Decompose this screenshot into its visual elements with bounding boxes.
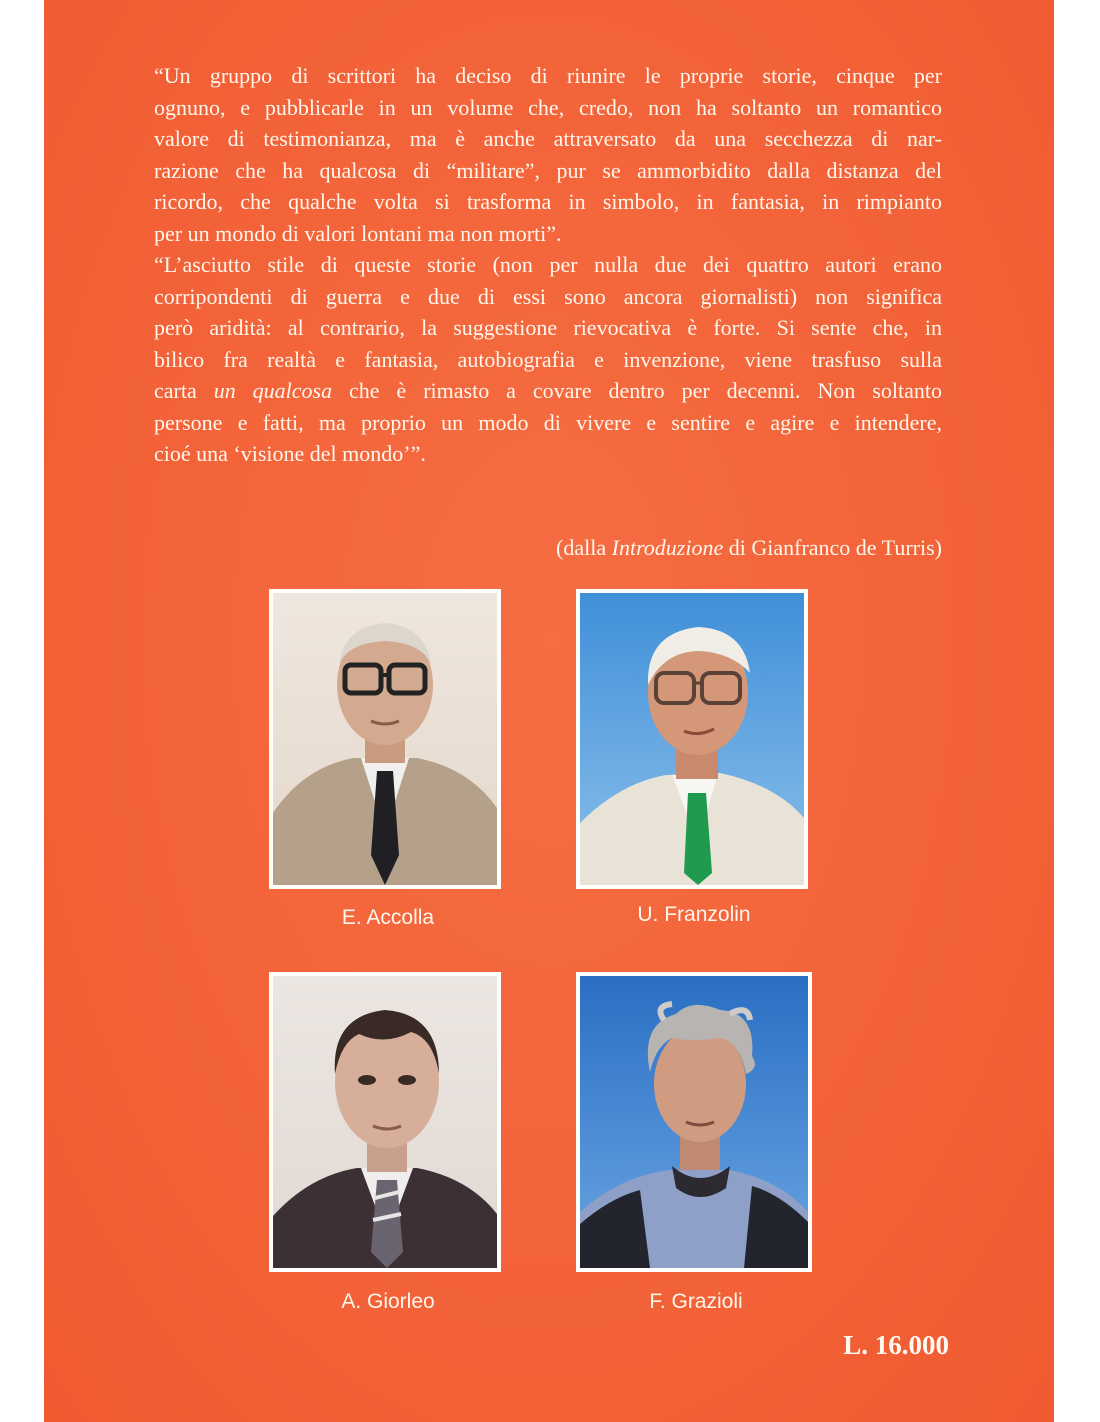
introduction-quote bbox=[132, 60, 942, 470]
author-photo-accolla bbox=[269, 589, 501, 889]
attribution-text: di Gianfranco de Turris) bbox=[723, 535, 942, 560]
author-photo-franzolin bbox=[576, 589, 808, 889]
author-caption-grazioli: F. Grazioli bbox=[649, 1290, 743, 1313]
quote-line: ricordo, che qualche volta si trasforma in simbolo, in fantasia, in rimpianto bbox=[154, 189, 942, 214]
quote-line: bilico fra realtà e fantasia, autobiografia e invenzione, viene trasfuso sulla bbox=[154, 346, 942, 372]
author-caption-franzolin: U. Franzolin bbox=[637, 903, 751, 926]
quote-text: carta bbox=[154, 378, 214, 403]
quote-italic-text: un qualcosa bbox=[213, 378, 333, 403]
portrait-image bbox=[580, 976, 808, 1268]
quote-line: razione che ha qualcosa di “militare”, pur se ammorbidito dalla distanza del bbox=[154, 157, 942, 183]
quote-line: persone e fatti, ma proprio un modo di vivere e sentire e agire e intendere, bbox=[154, 409, 942, 435]
author-photo-giorleo bbox=[269, 972, 501, 1272]
portrait-image bbox=[273, 976, 497, 1268]
quote-line bbox=[132, 375, 942, 407]
quote-line: valore di testimonianza, ma è anche attraversato da una secchezza di nar- bbox=[154, 126, 942, 151]
quote-line: corripondenti di guerra e due di essi sono ancora giornalisti) non significa bbox=[154, 283, 942, 309]
portrait-image bbox=[580, 593, 804, 885]
quote-line: “Un gruppo di scrittori ha deciso di riunire le proprie storie, cinque per bbox=[154, 63, 942, 88]
quote-line: però aridità: al contrario, la suggestione rievocativa è forte. Si sente che, in bbox=[154, 315, 942, 340]
author-caption-accolla: E. Accolla bbox=[341, 906, 435, 929]
quote-paragraph-2 bbox=[132, 249, 942, 470]
quote-line: cioé una ‘visione del mondo’”. bbox=[154, 441, 426, 466]
author-caption-giorleo: A. Giorleo bbox=[341, 1290, 435, 1313]
attribution-title: Introduzione bbox=[611, 535, 724, 560]
quote-text: che è rimasto a covare dentro per decenni. Non soltanto bbox=[332, 378, 942, 403]
quote-line: “L’asciutto stile di queste storie (non per nulla due dei quattro autori erano bbox=[154, 252, 942, 277]
price-label: L. 16.000 bbox=[843, 1330, 949, 1360]
quote-line: ognuno, e pubblicarle in un volume che, credo, non ha soltanto un romantico bbox=[154, 94, 942, 120]
author-photo-grazioli bbox=[576, 972, 812, 1272]
attribution-text: (dalla bbox=[556, 535, 612, 560]
quote-line: per un mondo di valori lontani ma non morti”. bbox=[154, 220, 562, 246]
quote-attribution bbox=[556, 535, 942, 561]
quote-paragraph-1 bbox=[132, 60, 942, 249]
portrait-image bbox=[273, 593, 497, 885]
